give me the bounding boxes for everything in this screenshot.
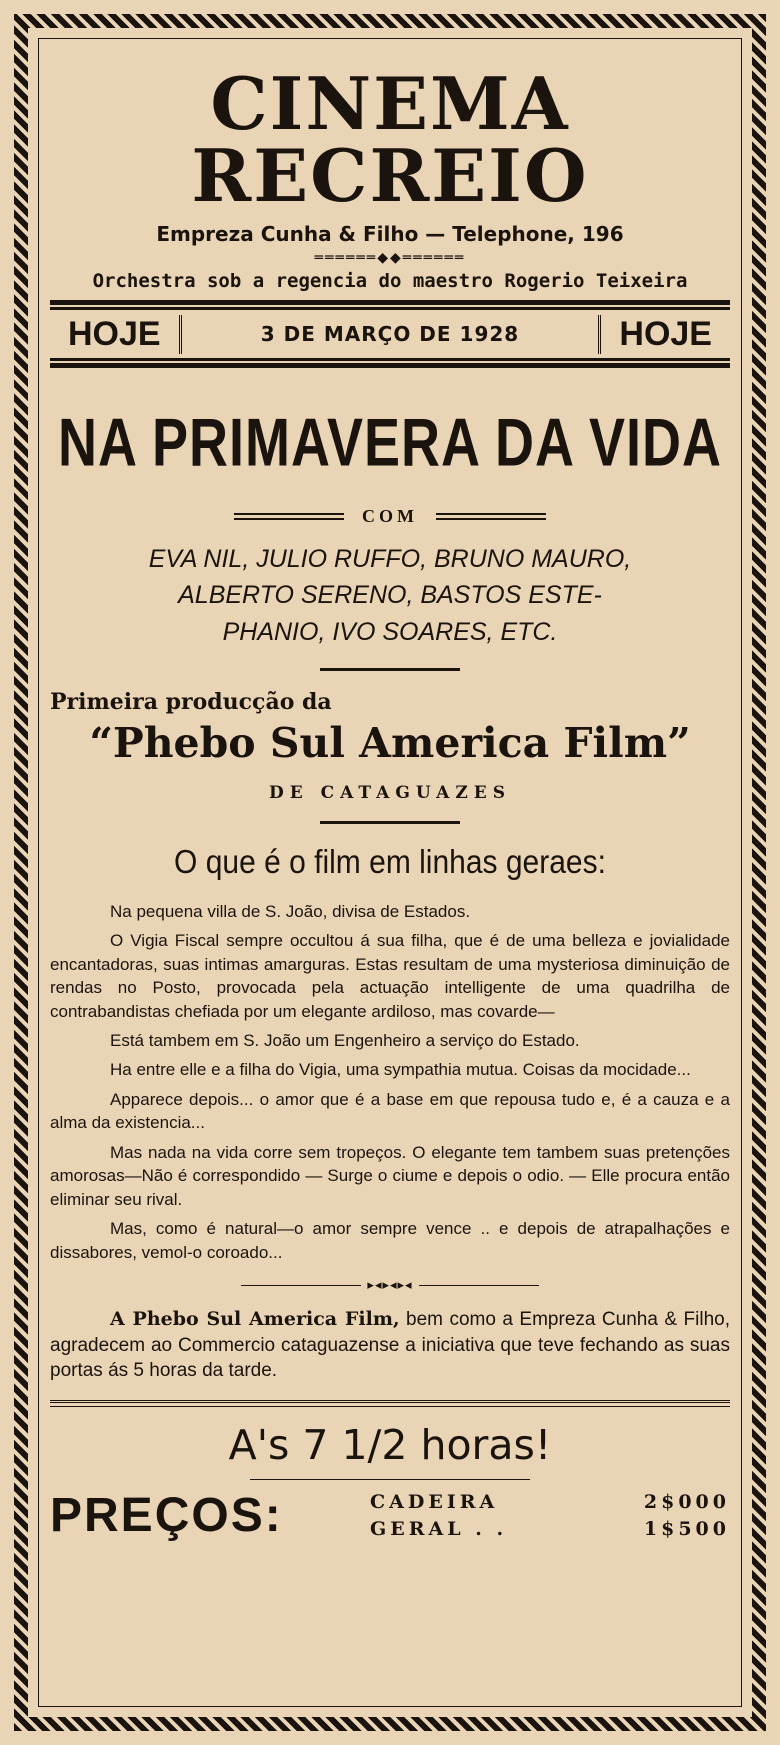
cast-list (80, 541, 700, 650)
cast-line: ALBERTO SERENO, BASTOS ESTE- (178, 581, 602, 610)
cast-line: PHANIO, IVO SOARES, ETC. (222, 617, 558, 646)
advertisement (50, 48, 730, 1543)
synopsis-paragraph: Está tambem em S. João um Engenheiro a serviço do Estado. (110, 1031, 580, 1051)
price-list (370, 1489, 730, 1542)
geral-price: 1$500 (643, 1517, 730, 1540)
divider-thin (250, 1479, 530, 1480)
synopsis-paragraph: Mas nada na vida corre sem tropeços. O elegante tem tambem suas pretenções amorosas—Não é correspondido — Surge o ciume e depois o odio. — Elle procura então eliminar seu rival. (50, 1142, 730, 1209)
divider-thick (50, 363, 730, 368)
show-time: A's 7 1/2 horas! (228, 1421, 552, 1470)
com-divider (50, 506, 730, 527)
com-line-left (234, 513, 344, 520)
synopsis-paragraph: O Vigia Fiscal sempre occultou á sua filha, que é de uma belleza e jovialidade encantadoras, suas intimas amarguras. Estas resultam de uma mysteriosa diminuição de rendas no Posto, provocada pela actuação intelligente de uma quadrilha de contrabandistas chefiada por um elegante ardiloso, mas covarde— (50, 931, 730, 1021)
film-title: NA PRIMAVERA DA VIDA (57, 405, 723, 481)
hoje-left: HOJE (50, 315, 182, 354)
show-date: 3 DE MARÇO DE 1928 (260, 322, 520, 346)
cadeira-price: 2$000 (643, 1490, 730, 1513)
synopsis-paragraph: Apparece depois... o amor que é a base em que repousa tudo e, é a cauza e a alma da existencia... (50, 1089, 730, 1133)
divider-short (320, 668, 460, 671)
ornament-divider: ▸◂▸◂▸◂ (50, 1278, 730, 1293)
divider-double (50, 1400, 730, 1407)
price-geral (370, 1516, 730, 1543)
com-label: COM (362, 506, 418, 526)
cast-line: EVA NIL, JULIO RUFFO, BRUNO MAURO, (148, 545, 632, 573)
prices-row (50, 1488, 730, 1543)
precos-label: PREÇOS: (50, 1489, 283, 1543)
ornament-divider: ══════◆◆══════ (314, 250, 466, 266)
empresa-line: Empreza Cunha & Filho — Telephone, 196 (156, 222, 624, 246)
price-cadeira (370, 1489, 730, 1516)
cadeira-label: CADEIRA (370, 1490, 499, 1513)
synopsis-paragraph: Ha entre elle e a filha do Vigia, uma sympathia mutua. Coisas da mocidade... (110, 1060, 691, 1080)
com-line-right (436, 513, 546, 520)
geral-label: GERAL . . (370, 1517, 508, 1540)
thanks-studio: A Phebo Sul America Film, (110, 1308, 400, 1331)
thanks-text: bem como a Empreza Cunha & Filho, agradecem ao Commercio cataguazense a iniciativa que teve fechando as suas portas ás 5 horas da tarde. (50, 1309, 730, 1382)
synopsis-paragraph: Mas, como é natural—o amor sempre vence .. e depois de atrapalhações e dissabores, vemol-o coroado... (50, 1219, 730, 1262)
studio-name: “Phebo Sul America Film” (89, 718, 691, 767)
thanks-paragraph (50, 1307, 730, 1384)
divider-thick (50, 300, 730, 305)
hoje-right: HOJE (598, 315, 730, 354)
divider-short (320, 821, 460, 824)
studio-origin: DE CATAGUAZES (269, 782, 511, 803)
cinema-title: CINEMA RECREIO (191, 61, 589, 218)
orchestra-line: Orchestra sob a regencia do maestro Rogerio Teixeira (92, 270, 688, 292)
synopsis-paragraph: Na pequena villa de S. João, divisa de Estados. (110, 901, 471, 921)
synopsis-heading: O que é o film em linhas geraes: (174, 844, 606, 881)
date-banner (50, 307, 730, 361)
production-label: Primeira producção da (50, 688, 332, 715)
